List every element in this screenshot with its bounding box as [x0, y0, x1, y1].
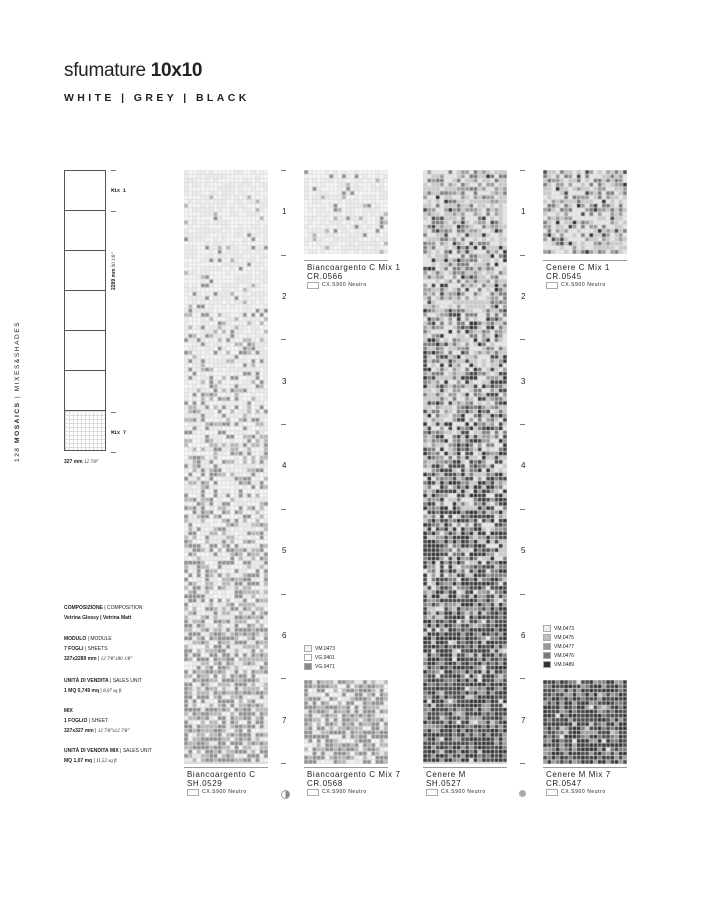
scale-tick	[520, 255, 525, 256]
scale-tick	[520, 339, 525, 340]
sheet-grid	[64, 410, 106, 451]
scale-tick	[281, 255, 286, 256]
spec-mix: MIX 1 FOGLIO | SHEET 327x327 mm | 12 7/8"x12 7/8"	[64, 708, 130, 734]
scale-number: 7	[282, 715, 287, 725]
scale-number: 6	[521, 630, 526, 640]
color-swatch	[543, 652, 551, 659]
spec-sales-unit-mix: UNITÀ DI VENDITA MIX | SALES UNIT MQ 1,07 mq | 11,52 sq ft	[64, 748, 152, 764]
scale-tick	[281, 678, 286, 679]
spec-module: MODULO | MODULE 7 FOGLI | SHEETS 327x2289 mm | 12 7/8"x90 1/8"	[64, 636, 133, 662]
grout-swatch	[546, 789, 558, 796]
color-swatch	[304, 645, 312, 652]
scale-tick	[281, 424, 286, 425]
scale-tick	[520, 170, 525, 171]
sheet-outline	[64, 170, 106, 210]
grout-swatch	[426, 789, 438, 796]
scale-number: 3	[521, 376, 526, 386]
color-swatch	[543, 634, 551, 641]
sample-biancoargento-mix7	[304, 680, 388, 764]
scale-tick	[281, 170, 286, 171]
spec-composition: COMPOSIZIONE | COMPOSITION Vetrina Glossy | Vetrina Matt	[64, 605, 143, 621]
label-rule	[304, 260, 388, 261]
color-swatch	[543, 643, 551, 650]
grout-swatch	[546, 282, 558, 289]
dimension-tick	[111, 452, 116, 453]
sample-cenere-mix7	[543, 680, 627, 764]
product-label-bc-mix7: Biancoargento C Mix 7 CR.0568 CX.S900 Neutro	[307, 770, 401, 795]
product-label-cm-mix7: Cenere M Mix 7 CR.0547 CX.S900 Neutro	[546, 770, 611, 795]
scale-number: 1	[521, 207, 526, 217]
spec-sales-unit: UNITÀ DI VENDITA | SALES UNIT 1 MQ 0,749 mq | 8,07 sq ft	[64, 678, 142, 694]
width-dimension: 327 mm 12 7/8"	[64, 459, 99, 465]
label-rule	[543, 260, 627, 261]
sheet-outline	[64, 330, 106, 370]
dimension-tick	[111, 412, 116, 413]
label-rule	[184, 767, 268, 768]
scale-number: 6	[282, 630, 287, 640]
sample-biancoargento-mix1	[304, 170, 388, 254]
mix-bottom-label: Mix 7	[111, 430, 127, 436]
sheet-outline	[64, 290, 106, 330]
mosaic-strip-cenere	[423, 170, 507, 764]
mix-top-label: Mix 1	[111, 188, 127, 194]
color-swatch	[304, 663, 312, 670]
scale-tick	[520, 424, 525, 425]
sheet-diagram	[64, 170, 104, 451]
grout-swatch	[307, 789, 319, 796]
label-rule	[304, 767, 388, 768]
grout-swatch	[187, 789, 199, 796]
product-label-cm: Cenere M SH.0527 CX.S900 Neutro	[426, 770, 486, 795]
scale-number: 5	[521, 546, 526, 556]
legend-biancoargento: VM.0473 VG.0401 VG.0471	[304, 645, 335, 670]
scale-number: 2	[521, 292, 526, 302]
color-swatch	[543, 661, 551, 668]
sheet-outline	[64, 210, 106, 250]
scale-tick	[520, 509, 525, 510]
glossy-matt-icon	[281, 790, 290, 799]
scale-number: 4	[521, 461, 526, 471]
product-label-bc: Biancoargento C SH.0529 CX.S900 Neutro	[187, 770, 256, 795]
legend-cenere: VM.0473 VM.0475 VM.0477 VM.0476 VM.0489	[543, 625, 574, 668]
dimension-tick	[111, 170, 116, 171]
matt-icon	[519, 790, 526, 797]
scale-tick	[520, 678, 525, 679]
sheet-outline	[64, 250, 106, 290]
scale-number: 3	[282, 376, 287, 386]
scale-number: 4	[282, 461, 287, 471]
scale-tick	[281, 594, 286, 595]
scale-number: 1	[282, 207, 287, 217]
scale-number: 2	[282, 292, 287, 302]
scale-tick	[281, 339, 286, 340]
sample-cenere-mix1	[543, 170, 627, 254]
scale-number: 7	[521, 715, 526, 725]
label-rule	[543, 767, 627, 768]
dimension-tick	[111, 211, 116, 212]
grout-swatch	[307, 282, 319, 289]
page-title: sfumature 10x10	[64, 60, 203, 81]
scale-tick	[520, 763, 525, 764]
scale-tick	[520, 594, 525, 595]
height-dimension: 2289 mm 90 1/8"	[111, 252, 117, 290]
scale-tick	[281, 509, 286, 510]
product-label-cc-mix1: Cenere C Mix 1 CR.0545 CX.S900 Neutro	[546, 263, 610, 288]
page-subtitle: WHITE | GREY | BLACK	[64, 92, 250, 104]
mosaic-strip-biancoargento	[184, 170, 268, 764]
scale-number: 5	[282, 546, 287, 556]
scale-tick	[281, 763, 286, 764]
product-label-bc-mix1: Biancoargento C Mix 1 CR.0566 CX.S900 Neutro	[307, 263, 401, 288]
color-swatch	[543, 625, 551, 632]
sheet-outline	[64, 370, 106, 410]
side-label: 128 MOSAICS | MIXES&SHADES	[14, 320, 21, 462]
color-swatch	[304, 654, 312, 661]
label-rule	[423, 767, 507, 768]
